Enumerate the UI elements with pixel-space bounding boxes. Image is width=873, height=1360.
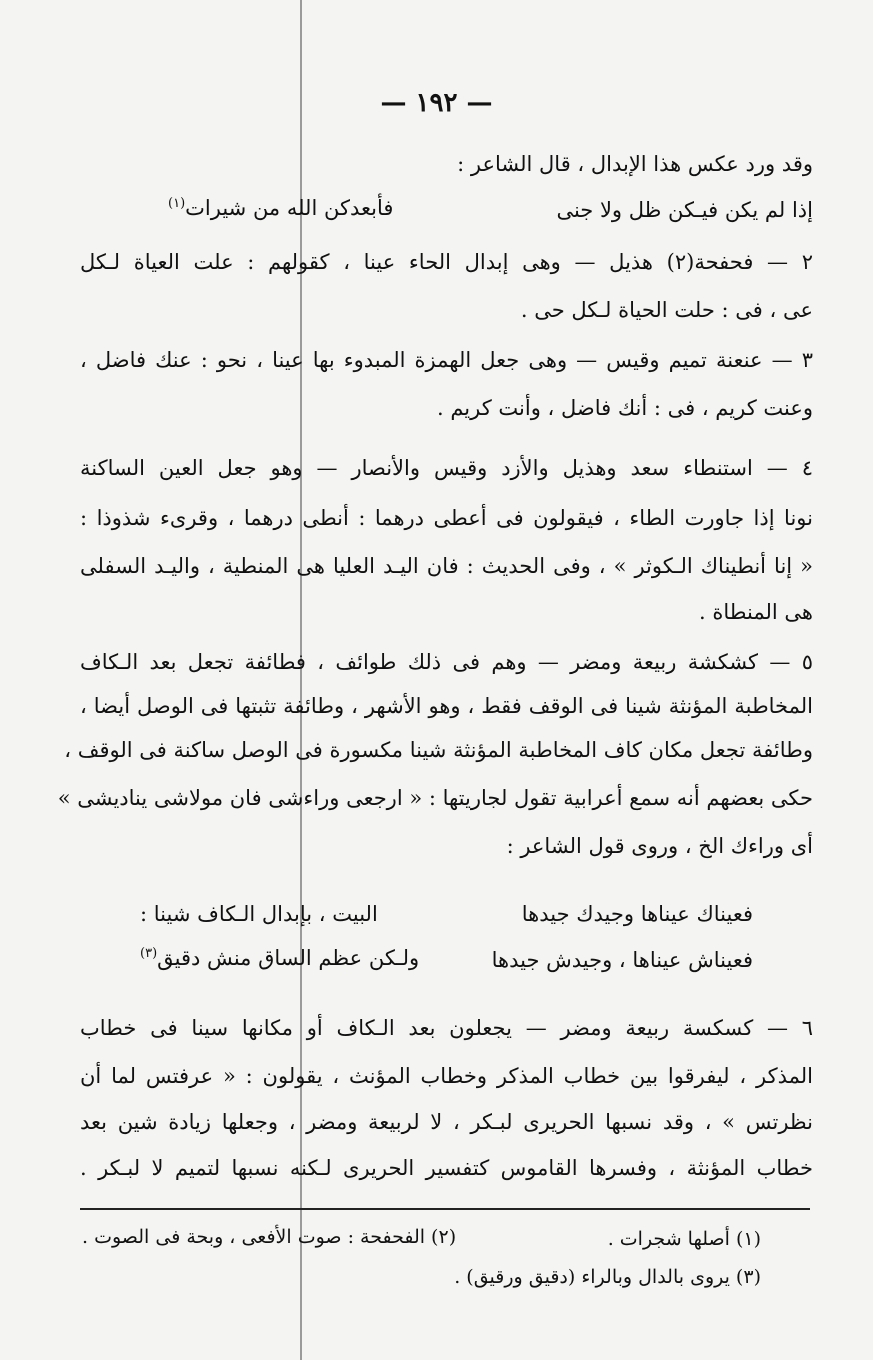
intro-line: وقد ورد عكس هذا الإبدال ، قال الشاعر : [457, 152, 813, 176]
page-number: — ١٩٢ — [380, 88, 493, 118]
section6-line1: ٦ — كسكسة ربيعة ومضر — يجعلون بعد الـكاف أو مكانها سينا فى خطاب [80, 1016, 813, 1040]
section4-line3: « إنا أنطيناك الـكوثر » ، وفى الحديث : فان اليـد العليا هى المنطية ، واليـد السفلى [80, 554, 813, 578]
verse2-row1-first: فعيناك عيناها وجيدك جيدها [521, 902, 753, 926]
section2-line1: ٢ — فحفحة(٢) هذيل — وهى إبدال الحاء عينا ، كقولهم : علت العياة لـكل [80, 250, 813, 274]
section4-line4: هى المنطاة . [699, 600, 813, 624]
verse1-first-hemistich: إذا لم يكن فيـكن ظل ولا جنى [556, 198, 813, 222]
section3-line1: ٣ — عنعنة تميم وقيس — وهى جعل الهمزة المبدوء بها عينا ، نحو : عنك فاضل ، [80, 348, 813, 372]
verse1-second-hemistich: فأبعدكن الله من شيرات$^{(١)}$ [168, 196, 394, 220]
section5-line3: وطائفة تجعل مكان كاف المخاطبة المؤنثة شينا مكسورة فى الوصل ساكنة فى الوقف ، [64, 738, 813, 762]
verse2-note-ref: (٣) [140, 946, 158, 961]
footnote-1: (١) أصلها شجرات . [607, 1228, 761, 1250]
section5-line2: المخاطبة المؤنثة شينا فى الوقف فقط ، وهو الأشهر ، وطائفة تثبتها فى الوصل أيضا ، [80, 694, 813, 718]
section4-line1: ٤ — استنطاء سعد وهذيل والأزد وقيس والأنصار — وهو جعل العين الساكنة [80, 456, 813, 480]
section4-line2: نونا إذا جاورت الطاء ، فيقولون فى أعطى درهما : أنطى درهما ، وقرىء شذوذا : [80, 506, 813, 530]
verse1-note-ref: (١) [168, 196, 186, 211]
footnote-separator [80, 1208, 810, 1210]
verse2-row2-second: ولـكن عظم الساق منش دقيق$^{(٣)}$ [140, 946, 420, 970]
verse2-row2-first: فعيناش عيناها ، وجيدش جيدها [491, 948, 753, 972]
section6-line4: خطاب المؤنثة ، وفسرها القاموس كتفسير الحريرى لـكنه نسبها لتميم لا لبـكر . [80, 1156, 813, 1180]
section5-line4: حكى بعضهم أنه سمع أعرابية تقول لجاريتها : « ارجعى وراءشى فان مولاشى يناديشى » [57, 786, 813, 810]
section6-line3: نظرتس » ، وقد نسبها الحريرى لبـكر ، لا لربيعة ومضر ، وجعلها زيادة شين بعد [80, 1110, 813, 1134]
section6-line2: المذكر ، ليفرقوا بين خطاب المذكر وخطاب المؤنث ، يقولون : « عرفتس لما أن [80, 1064, 813, 1088]
footnote-3: (٣) يروى بالدال وبالراء (دقيق ورقيق) . [454, 1266, 761, 1288]
verse2-row1-second: البيت ، بإبدال الـكاف شينا : [140, 902, 378, 926]
section3-line2: وعنت كريم ، فى : أنك فاضل ، وأنت كريم . [436, 396, 813, 420]
section5-line1: ٥ — كشكشة ربيعة ومضر — وهم فى ذلك طوائف ، فطائفة تجعل بعد الـكاف [80, 650, 813, 674]
section5-line5: أى وراءك الخ ، وروى قول الشاعر : [506, 834, 813, 858]
footnote-2: (٢) الفحفحة : صوت الأفعى ، وبحة فى الصوت . [82, 1226, 457, 1248]
section2-line2: عى ، فى : حلت الحياة لـكل حى . [520, 298, 813, 322]
